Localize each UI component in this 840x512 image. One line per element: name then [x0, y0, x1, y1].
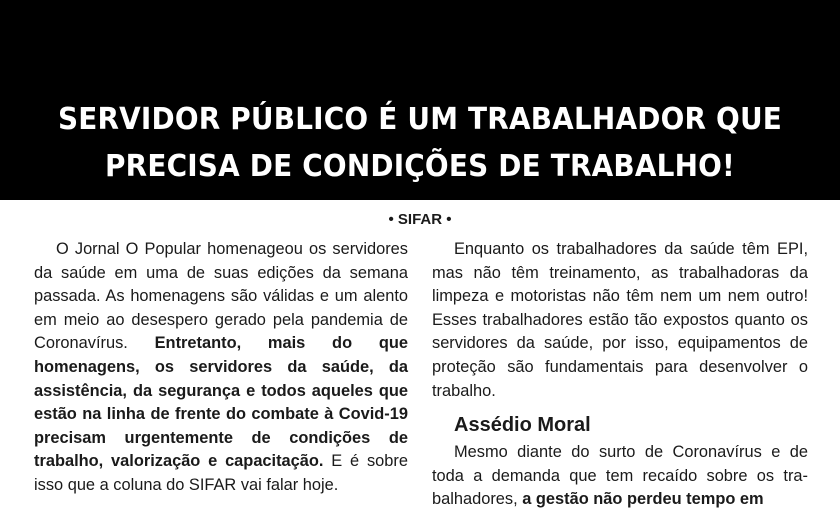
left-paragraph-text-1: O Jornal O Popular homenageou os servidores da saúde em uma de suas edições da semana passada. As homenagens são válidas e um alento em meio ao desespero gerado pela pandemia de Coronavírus.	[34, 240, 408, 353]
right-paragraph-1: Enquanto os trabalhadores da saúde têm EPI, mas não têm treinamento, as trabalhadoras da limpeza e motoristas não têm nem um nem outro! Esses trabalhadores estão tão expostos quanto os servidores da saúde, por isso, equipamentos de proteção são fundamentais para desenvolver o trabalho.	[432, 240, 808, 400]
left-paragraph-text-2: E é sobre isso que a coluna do SIFAR vai falar hoje.	[34, 452, 408, 494]
section-subhead: Assédio Moral	[454, 414, 591, 437]
headline-line-2: PRECISA DE CONDIÇÕES DE TRABALHO!	[105, 149, 735, 184]
headline-line-1: SERVIDOR PÚBLICO É UM TRABALHADOR QUE	[57, 102, 783, 137]
right-paragraph-2	[432, 441, 808, 512]
left-paragraph	[34, 238, 408, 498]
right-paragraph-2-bold: a gestão não perdeu tempo em	[522, 490, 764, 509]
left-column	[34, 238, 408, 498]
left-paragraph-bold: Entretanto, mais do que homenagens, os servidores da saúde, da assistência, da segurança e todos aqueles que estão na linha de frente do combate à Covid-19 precisam urgentemente de condições de trabalho, valorização e capacitação.	[34, 334, 408, 471]
right-paragraph-2-text: Mesmo diante do surto de Coronavírus e de toda a demanda que tem recaído sobre os trabalhadores,	[432, 443, 808, 509]
byline: • SIFAR •	[388, 211, 452, 228]
right-column	[432, 238, 808, 512]
article-headline	[29, 96, 810, 190]
